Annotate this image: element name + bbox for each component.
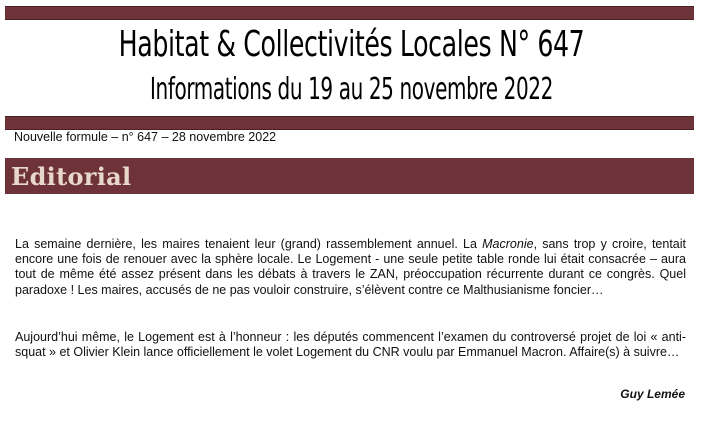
emphasis-text: Macronie (482, 237, 534, 251)
section-header-bar (5, 158, 694, 194)
header-rule (5, 116, 694, 130)
section-title: Editorial (11, 162, 132, 191)
newsletter-title: Habitat & Collectivités Locales N° 647 (118, 24, 585, 65)
author-signature: Guy Lemée (620, 387, 685, 401)
edition-line: Nouvelle formule – n° 647 – 28 novembre 2022 (14, 130, 277, 144)
newsletter-subtitle: Informations du 19 au 25 novembre 2022 (150, 72, 553, 107)
paragraph-text: , sans trop y croire, tentait encore une fois de renouer avec la sphère locale. Le Logement - une seule petite table ronde lui était consacrée – aura tout de même été assez présent dans les débats à travers le ZAN, préoccupation récurrente durant ce congrès. Quel paradoxe ! Les maires, accusés de ne pas vouloir construire, s’élèvent contre ce Malthusianisme foncier… (15, 237, 686, 297)
editorial-paragraph-2: Aujourd’hui même, le Logement est à l’honneur : les députés commencent l’examen du controversé projet de loi « anti-squat » et Olivier Klein lance officiellement le volet Logement du CNR voulu par Emmanuel Macron. Affaire(s) à suivre… (15, 330, 686, 360)
editorial-paragraph-1 (15, 237, 686, 298)
paragraph-text: La semaine dernière, les maires tenaient leur (grand) rassemblement annuel. La (15, 237, 483, 251)
top-rule (5, 6, 694, 20)
